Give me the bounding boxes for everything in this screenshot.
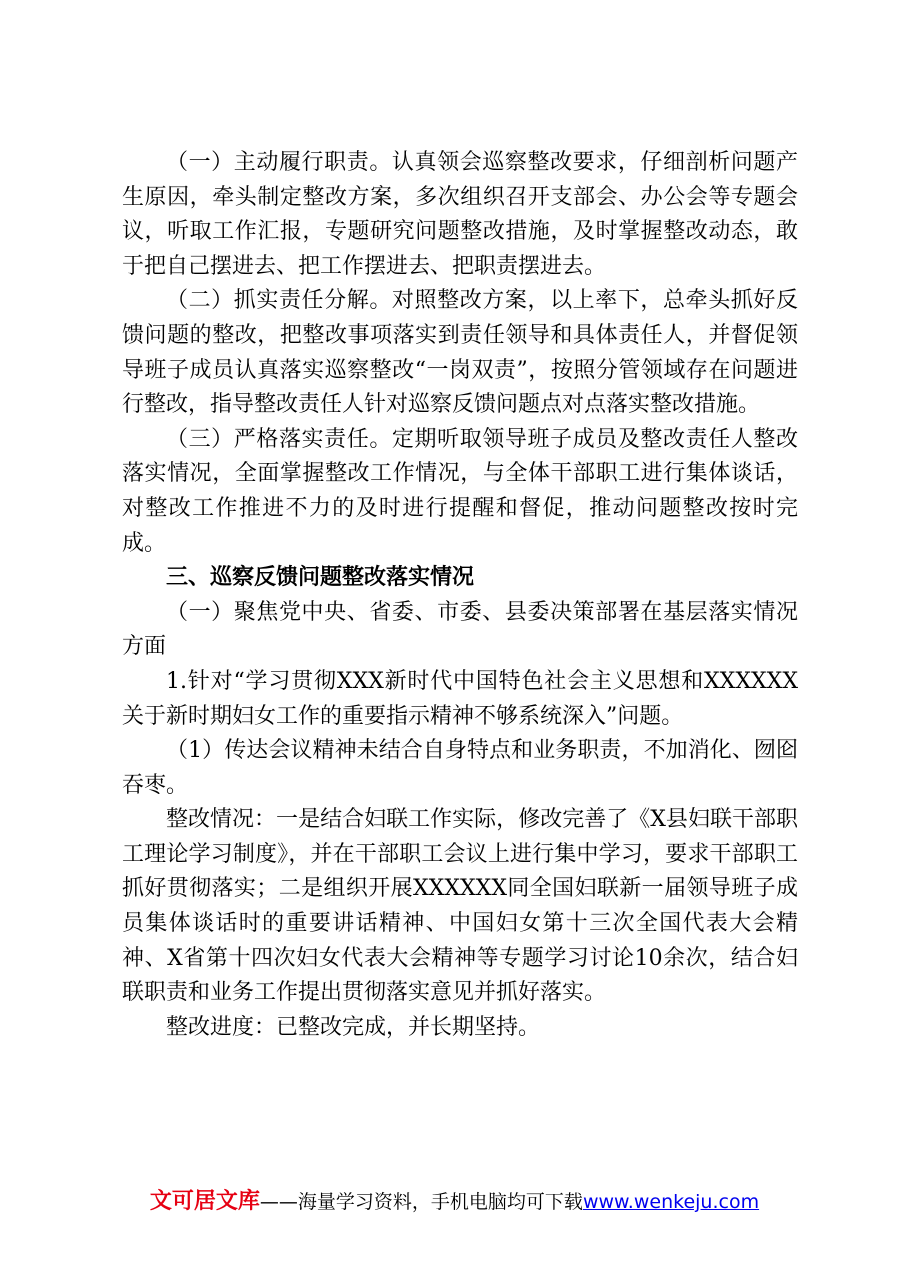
section-heading: 三、巡察反馈问题整改落实情况 <box>166 565 475 591</box>
paragraph-responsibility-split: （二）抓实责任分解。对照整改方案，以上率下，总牵头抓好反馈问题的整改，把整改事项落实到责任领导和具体责任人，并督促领导班子成员认真落实巡察整改“一岗双责”，按照分管领域存在问题进行整改，指导整改责任人针对巡察反馈问题点对点落实整改措施。 <box>122 288 798 418</box>
paragraph-rectification-progress: 整改进度：已整改完成，并长期坚持。 <box>166 1014 541 1040</box>
paragraph-duty: （一）主动履行职责。认真领会巡察整改要求，仔细剖析问题产生原因，牵头制定整改方案，多次组织召开支部会、办公会等专题会议，听取工作汇报，专题研究问题整改措施，及时掌握整改动态，敢于把自己摆进去、把工作摆进去、把职责摆进去。 <box>122 150 798 279</box>
paragraph-strict-implementation: （三）严格落实责任。定期听取领导班子成员及整改责任人整改落实情况，全面掌握整改工作情况，与全体干部职工进行集体谈话，对整改工作推进不力的及时进行提醒和督促，推动问题整改按时完成。 <box>122 426 798 556</box>
paragraph-rectification-status: 整改情况：一是结合妇联工作实际，修改完善了《X县妇联干部职工理论学习制度》，并在干部职工会议上进行集中学习，要求干部职工抓好贯彻落实；二是组织开展XXXXXX同全国妇联新一届领导班子成员集体谈话时的重要讲话精神、中国妇女第十三次全国代表大会精神、X省第十四次妇女代表大会精神等专题学习讨论10余次，结合妇联职责和业务工作提出贯彻落实意见并抓好落实。 <box>122 807 798 1006</box>
footer-brand: 文可居文库 <box>149 1189 260 1214</box>
paragraph-issue-1: 1.针对“学习贯彻XXX新时代中国特色社会主义思想和XXXXXX关于新时期妇女工作的重要指示精神不够系统深入”问题。 <box>122 668 798 729</box>
document-body <box>122 146 798 1045</box>
footer-link[interactable]: www.wenkeju.com <box>582 1191 760 1213</box>
footer-tagline: ——海量学习资料，手机电脑均可下载 <box>259 1191 583 1213</box>
footer-banner <box>0 1184 909 1215</box>
paragraph-focus: （一）聚焦党中央、省委、市委、县委决策部署在基层落实情况方面 <box>122 599 798 660</box>
paragraph-issue-1-1: （1）传达会议精神未结合自身特点和业务职责，不加消化、囫囵吞枣。 <box>122 738 798 798</box>
